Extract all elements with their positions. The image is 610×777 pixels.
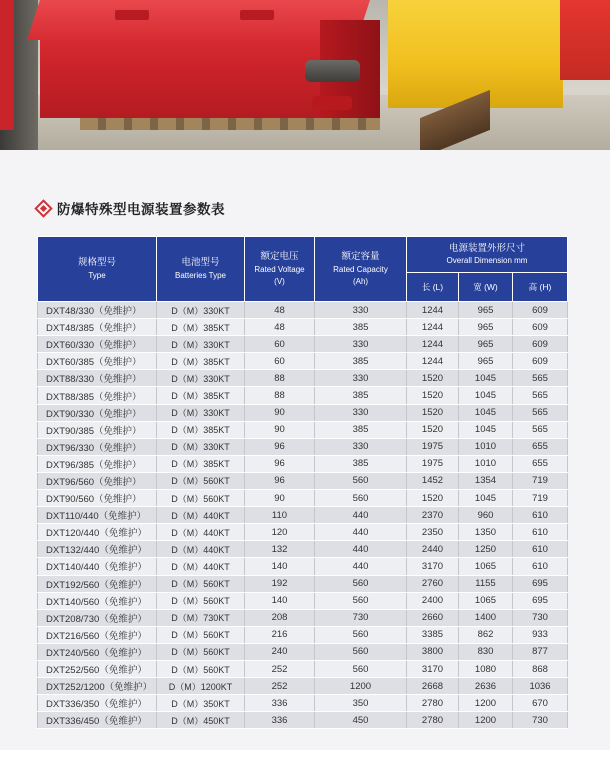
cell-battery-type: D（M）560KT: [157, 490, 245, 507]
cell-model: DXT60/330（免维护）: [38, 336, 157, 353]
table-row: [38, 643, 568, 660]
cell-voltage: 88: [245, 370, 315, 387]
cell-model: DXT90/330（免维护）: [38, 404, 157, 421]
cell-model: DXT60/385（免维护）: [38, 353, 157, 370]
cell-voltage: 216: [245, 626, 315, 643]
cell-height: 719: [513, 472, 568, 489]
table-row: [38, 712, 568, 729]
table-row: [38, 336, 568, 353]
cell-length: 3800: [407, 643, 459, 660]
section-title: [37, 198, 225, 218]
table-row: [38, 558, 568, 575]
cell-voltage: 120: [245, 524, 315, 541]
cell-model: DXT120/440（免维护）: [38, 524, 157, 541]
cell-model: DXT48/385（免维护）: [38, 319, 157, 336]
cell-height: 609: [513, 353, 568, 370]
photo-lid-cap: [240, 10, 274, 20]
cell-height: 670: [513, 695, 568, 712]
cell-capacity: 385: [315, 387, 407, 404]
cell-height: 719: [513, 490, 568, 507]
product-photo: [0, 0, 610, 150]
table-row: [38, 319, 568, 336]
cell-model: DXT140/440（免维护）: [38, 558, 157, 575]
cell-capacity: 440: [315, 507, 407, 524]
cell-width: 1045: [459, 370, 513, 387]
cell-length: 1244: [407, 353, 459, 370]
cell-model: DXT110/440（免维护）: [38, 507, 157, 524]
cell-capacity: 560: [315, 592, 407, 609]
cell-capacity: 330: [315, 370, 407, 387]
cell-battery-type: D（M）730KT: [157, 609, 245, 626]
cell-capacity: 560: [315, 660, 407, 677]
cell-model: DXT252/560（免维护）: [38, 660, 157, 677]
cell-length: 1975: [407, 438, 459, 455]
cell-battery-type: D（M）385KT: [157, 455, 245, 472]
cell-capacity: 440: [315, 558, 407, 575]
header-voltage-zh: 额定电压: [260, 251, 299, 263]
cell-battery-type: D（M）440KT: [157, 558, 245, 575]
cell-length: 3170: [407, 558, 459, 575]
cell-battery-type: D（M）385KT: [157, 353, 245, 370]
table-row: [38, 695, 568, 712]
cell-height: 868: [513, 660, 568, 677]
cell-length: 3385: [407, 626, 459, 643]
cell-voltage: 192: [245, 575, 315, 592]
cell-battery-type: D（M）350KT: [157, 695, 245, 712]
cell-voltage: 132: [245, 541, 315, 558]
cell-voltage: 90: [245, 404, 315, 421]
cell-voltage: 252: [245, 660, 315, 677]
cell-length: 2350: [407, 524, 459, 541]
header-capacity-en: Rated Capacity: [333, 264, 388, 274]
cell-height: 565: [513, 387, 568, 404]
cell-length: 1244: [407, 319, 459, 336]
cell-length: 2370: [407, 507, 459, 524]
cell-battery-type: D（M）560KT: [157, 626, 245, 643]
cell-width: 1200: [459, 695, 513, 712]
cell-length: 2760: [407, 575, 459, 592]
cell-height: 655: [513, 438, 568, 455]
cell-model: DXT192/560（免维护）: [38, 575, 157, 592]
header-type-en: Type: [88, 270, 106, 280]
cell-voltage: 88: [245, 387, 315, 404]
header-dimension-en: Overall Dimension mm: [446, 256, 528, 266]
cell-height: 609: [513, 319, 568, 336]
cell-length: 2668: [407, 678, 459, 695]
table-row: [38, 472, 568, 489]
cell-battery-type: D（M）440KT: [157, 541, 245, 558]
cell-voltage: 96: [245, 455, 315, 472]
header-length: 长 (L): [407, 273, 459, 302]
cell-battery-type: D（M）385KT: [157, 319, 245, 336]
cell-model: DXT96/560（免维护）: [38, 472, 157, 489]
photo-yellow-battery-box: [388, 0, 563, 108]
table-row: [38, 421, 568, 438]
cell-model: DXT88/330（免维护）: [38, 370, 157, 387]
cell-voltage: 252: [245, 678, 315, 695]
cell-width: 1155: [459, 575, 513, 592]
table-row: [38, 592, 568, 609]
table-row: [38, 438, 568, 455]
cell-length: 2660: [407, 609, 459, 626]
cell-model: DXT208/730（免维护）: [38, 609, 157, 626]
cell-height: 1036: [513, 678, 568, 695]
cell-height: 565: [513, 404, 568, 421]
cell-battery-type: D（M）560KT: [157, 472, 245, 489]
table-row: [38, 541, 568, 558]
cell-height: 877: [513, 643, 568, 660]
cell-battery-type: D（M）440KT: [157, 507, 245, 524]
header-voltage-en: Rated Voltage: [254, 264, 305, 274]
cell-length: 1520: [407, 387, 459, 404]
cell-capacity: 730: [315, 609, 407, 626]
table-header: [38, 237, 568, 302]
cell-battery-type: D（M）450KT: [157, 712, 245, 729]
header-width: 宽 (W): [459, 273, 513, 302]
cell-voltage: 48: [245, 302, 315, 319]
cell-length: 1520: [407, 370, 459, 387]
cell-height: 610: [513, 541, 568, 558]
header-height: 高 (H): [513, 273, 568, 302]
cell-battery-type: D（M）330KT: [157, 404, 245, 421]
cell-width: 965: [459, 319, 513, 336]
cell-width: 1065: [459, 592, 513, 609]
cell-battery-type: D（M）330KT: [157, 370, 245, 387]
cell-width: 862: [459, 626, 513, 643]
cell-capacity: 560: [315, 626, 407, 643]
cell-length: 2780: [407, 695, 459, 712]
cell-capacity: 560: [315, 575, 407, 592]
header-type-zh: 规格型号: [77, 257, 116, 269]
cell-voltage: 60: [245, 353, 315, 370]
header-voltage: [245, 237, 315, 302]
cell-voltage: 110: [245, 507, 315, 524]
cell-voltage: 48: [245, 319, 315, 336]
cell-voltage: 96: [245, 472, 315, 489]
cell-width: 1065: [459, 558, 513, 575]
cell-capacity: 385: [315, 319, 407, 336]
cell-width: 965: [459, 336, 513, 353]
cell-length: 2400: [407, 592, 459, 609]
cell-capacity: 560: [315, 643, 407, 660]
cell-voltage: 60: [245, 336, 315, 353]
cell-model: DXT132/440（免维护）: [38, 541, 157, 558]
cell-capacity: 330: [315, 302, 407, 319]
cell-capacity: 385: [315, 421, 407, 438]
cell-height: 609: [513, 302, 568, 319]
cell-width: 1010: [459, 455, 513, 472]
cell-model: DXT96/330（免维护）: [38, 438, 157, 455]
cell-length: 1520: [407, 421, 459, 438]
table-row: [38, 626, 568, 643]
cell-height: 695: [513, 575, 568, 592]
cell-capacity: 330: [315, 438, 407, 455]
cell-voltage: 208: [245, 609, 315, 626]
table-row: [38, 387, 568, 404]
cell-model: DXT252/1200（免维护）: [38, 678, 157, 695]
header-battery-zh: 电池型号: [181, 257, 220, 269]
cell-model: DXT240/560（免维护）: [38, 643, 157, 660]
cell-width: 1250: [459, 541, 513, 558]
cell-capacity: 330: [315, 404, 407, 421]
photo-right-red-box: [560, 0, 610, 80]
cell-width: 1350: [459, 524, 513, 541]
cell-width: 1045: [459, 404, 513, 421]
header-dimension-zh: 电源装置外形尺寸: [449, 242, 526, 254]
cell-battery-type: D（M）385KT: [157, 387, 245, 404]
cell-length: 2780: [407, 712, 459, 729]
cell-battery-type: D（M）560KT: [157, 660, 245, 677]
cell-height: 609: [513, 336, 568, 353]
cell-voltage: 240: [245, 643, 315, 660]
cell-capacity: 385: [315, 455, 407, 472]
table-row: [38, 490, 568, 507]
cell-capacity: 560: [315, 472, 407, 489]
cell-length: 1244: [407, 336, 459, 353]
cell-voltage: 336: [245, 712, 315, 729]
cell-voltage: 90: [245, 421, 315, 438]
cell-width: 1010: [459, 438, 513, 455]
cell-model: DXT90/385（免维护）: [38, 421, 157, 438]
cell-battery-type: D（M）440KT: [157, 524, 245, 541]
cell-battery-type: D（M）330KT: [157, 302, 245, 319]
photo-lid-cap: [115, 10, 149, 20]
cell-width: 1200: [459, 712, 513, 729]
cell-height: 730: [513, 712, 568, 729]
cell-capacity: 560: [315, 490, 407, 507]
photo-red-box-lid: [27, 0, 370, 40]
cell-height: 610: [513, 507, 568, 524]
cell-height: 695: [513, 592, 568, 609]
cell-length: 1244: [407, 302, 459, 319]
table-row: [38, 660, 568, 677]
cell-battery-type: D（M）330KT: [157, 336, 245, 353]
cell-height: 655: [513, 455, 568, 472]
cell-height: 730: [513, 609, 568, 626]
cell-voltage: 140: [245, 558, 315, 575]
cell-capacity: 330: [315, 336, 407, 353]
cell-width: 960: [459, 507, 513, 524]
cell-length: 2440: [407, 541, 459, 558]
spec-table: [37, 236, 568, 729]
cell-voltage: 140: [245, 592, 315, 609]
cell-width: 1045: [459, 387, 513, 404]
table-row: [38, 575, 568, 592]
cell-width: 965: [459, 353, 513, 370]
cell-width: 1354: [459, 472, 513, 489]
table-row: [38, 455, 568, 472]
diamond-icon: [34, 199, 52, 217]
cell-model: DXT90/560（免维护）: [38, 490, 157, 507]
cell-model: DXT336/350（免维护）: [38, 695, 157, 712]
table-row: [38, 609, 568, 626]
cell-capacity: 385: [315, 353, 407, 370]
header-battery-en: Batteries Type: [175, 270, 226, 280]
table-row: [38, 370, 568, 387]
cell-battery-type: D（M）330KT: [157, 438, 245, 455]
cell-voltage: 90: [245, 490, 315, 507]
cell-height: 565: [513, 421, 568, 438]
cell-width: 1080: [459, 660, 513, 677]
cell-length: 1975: [407, 455, 459, 472]
cell-voltage: 96: [245, 438, 315, 455]
table-row: [38, 353, 568, 370]
header-capacity-zh: 额定容量: [341, 251, 380, 263]
header-dimension: [407, 237, 568, 273]
cell-width: 965: [459, 302, 513, 319]
table-row: [38, 507, 568, 524]
table-body: [38, 302, 568, 729]
cell-length: 1520: [407, 490, 459, 507]
cell-battery-type: D（M）1200KT: [157, 678, 245, 695]
cell-height: 933: [513, 626, 568, 643]
cell-model: DXT88/385（免维护）: [38, 387, 157, 404]
cell-battery-type: D（M）560KT: [157, 575, 245, 592]
cell-capacity: 350: [315, 695, 407, 712]
cell-model: DXT216/560（免维护）: [38, 626, 157, 643]
photo-connector-plug: [305, 60, 360, 82]
cell-length: 1452: [407, 472, 459, 489]
table-row: [38, 404, 568, 421]
cell-battery-type: D（M）385KT: [157, 421, 245, 438]
cell-width: 1045: [459, 490, 513, 507]
cell-length: 3170: [407, 660, 459, 677]
table-row: [38, 302, 568, 319]
cell-voltage: 336: [245, 695, 315, 712]
cell-height: 565: [513, 370, 568, 387]
table-row: [38, 524, 568, 541]
cell-capacity: 440: [315, 541, 407, 558]
section-title-text: 防爆特殊型电源装置参数表: [57, 202, 225, 218]
cell-battery-type: D（M）560KT: [157, 643, 245, 660]
header-battery: [157, 237, 245, 302]
cell-capacity: 1200: [315, 678, 407, 695]
cell-capacity: 450: [315, 712, 407, 729]
cell-height: 610: [513, 558, 568, 575]
cell-width: 830: [459, 643, 513, 660]
cell-model: DXT48/330（免维护）: [38, 302, 157, 319]
cell-height: 610: [513, 524, 568, 541]
photo-left-red-box: [0, 0, 14, 130]
header-capacity: [315, 237, 407, 302]
header-voltage-unit: (V): [274, 276, 285, 286]
photo-connector-red: [312, 96, 352, 110]
cell-battery-type: D（M）560KT: [157, 592, 245, 609]
cell-capacity: 440: [315, 524, 407, 541]
cell-model: DXT96/385（免维护）: [38, 455, 157, 472]
cell-model: DXT336/450（免维护）: [38, 712, 157, 729]
table-row: [38, 678, 568, 695]
cell-model: DXT140/560（免维护）: [38, 592, 157, 609]
cell-length: 1520: [407, 404, 459, 421]
cell-width: 1400: [459, 609, 513, 626]
cell-width: 2636: [459, 678, 513, 695]
cell-width: 1045: [459, 421, 513, 438]
header-capacity-unit: (Ah): [352, 276, 369, 286]
header-type: [38, 237, 157, 302]
